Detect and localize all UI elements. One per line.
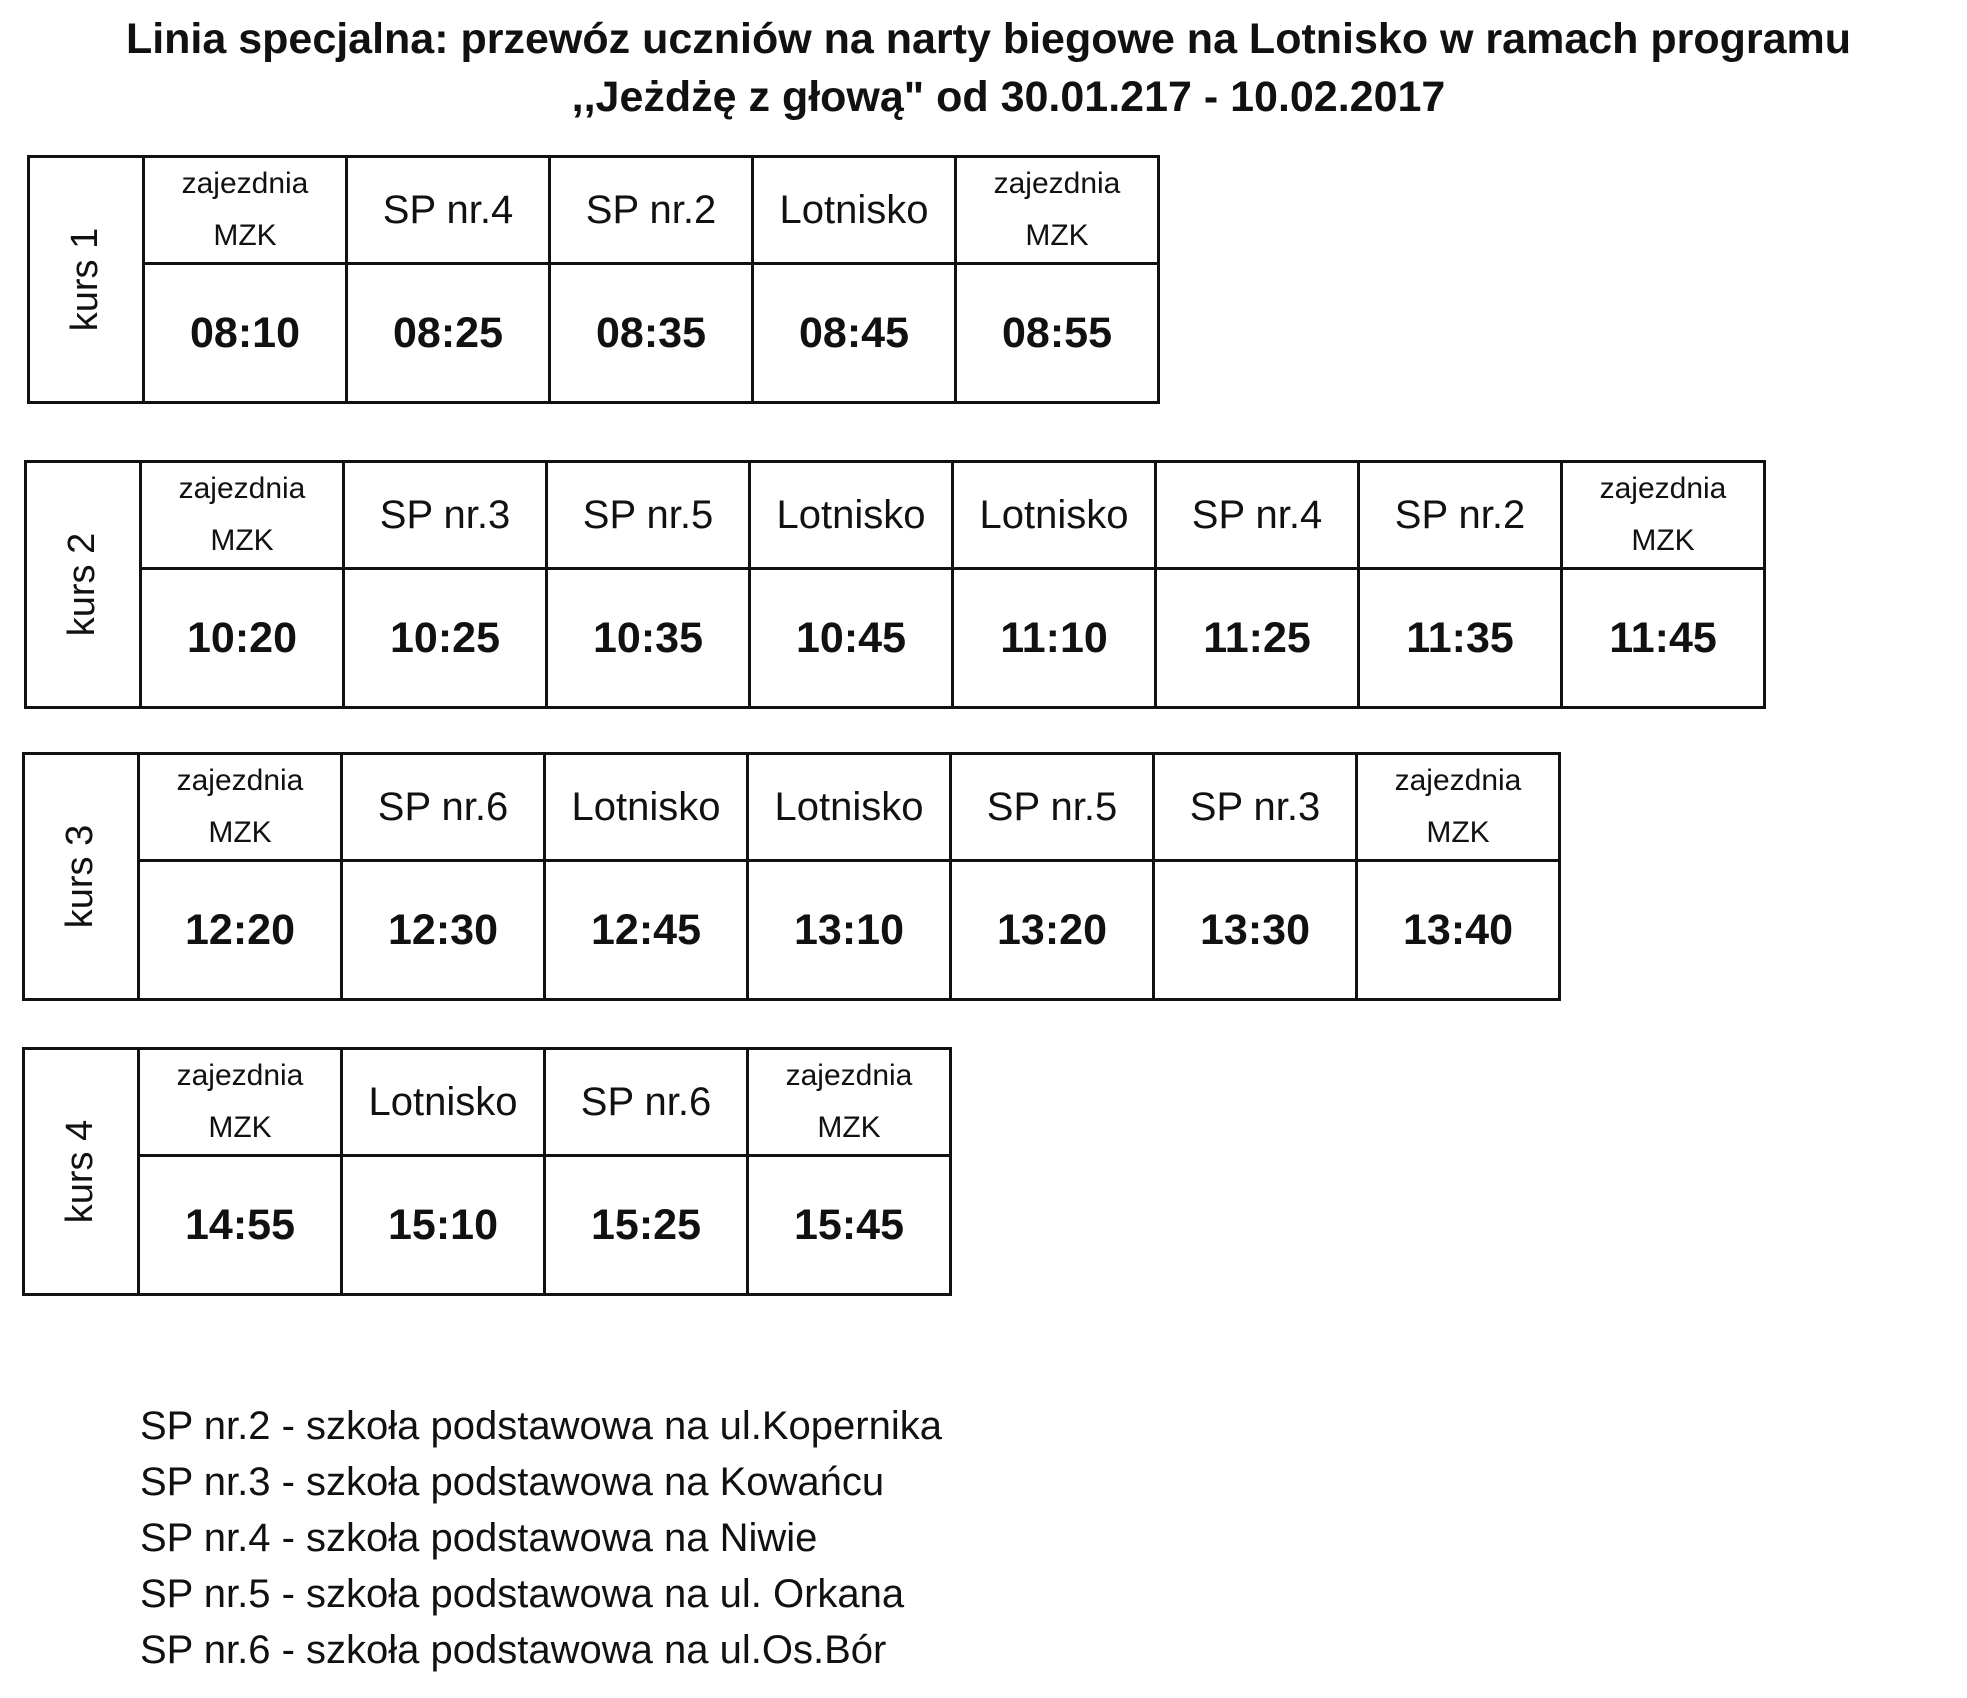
time-cell: 11:45	[1562, 569, 1765, 708]
time-cell: 10:45	[750, 569, 953, 708]
course-label-cell	[24, 1049, 139, 1295]
stop-name: SP nr.5	[582, 492, 714, 537]
course-label: kurs 1	[64, 227, 107, 332]
stop-name: Lotnisko	[779, 187, 929, 232]
stop-name: Lotnisko	[979, 492, 1129, 537]
stop-cell	[951, 754, 1154, 861]
stop-name: zajezdnia MZK	[1394, 764, 1522, 849]
stop-name: SP nr.4	[382, 187, 514, 232]
stop-name: Lotnisko	[368, 1079, 518, 1124]
stop-cell	[545, 754, 748, 861]
school-legend	[140, 1398, 942, 1678]
time-cell: 15:45	[748, 1156, 951, 1295]
time-cell: 08:10	[144, 264, 347, 403]
stop-name: SP nr.4	[1191, 492, 1323, 537]
stop-cell	[1154, 754, 1357, 861]
stop-cell	[545, 1049, 748, 1156]
stop-cell	[956, 157, 1159, 264]
stop-name: zajezdnia MZK	[176, 764, 304, 849]
time-cell: 13:30	[1154, 861, 1357, 1000]
stop-name: SP nr.2	[1394, 492, 1526, 537]
time-cell: 13:40	[1357, 861, 1560, 1000]
stop-cell	[547, 462, 750, 569]
stop-cell	[753, 157, 956, 264]
stop-cell	[748, 1049, 951, 1156]
time-cell: 10:25	[344, 569, 547, 708]
course-label: kurs 3	[59, 824, 102, 929]
stop-cell	[953, 462, 1156, 569]
stop-name: zajezdnia MZK	[176, 1059, 304, 1144]
time-cell: 11:35	[1359, 569, 1562, 708]
stops-row	[26, 462, 1765, 569]
course-label: kurs 2	[61, 532, 104, 637]
stop-cell	[144, 157, 347, 264]
time-cell: 10:35	[547, 569, 750, 708]
stop-cell	[1357, 754, 1560, 861]
stop-name: Lotnisko	[571, 784, 721, 829]
time-cell: 12:30	[342, 861, 545, 1000]
time-cell: 14:55	[139, 1156, 342, 1295]
schedule-table-kurs-2	[24, 460, 1766, 709]
stop-cell	[748, 754, 951, 861]
stop-cell	[347, 157, 550, 264]
legend-item: SP nr.6 - szkoła podstawowa na ul.Os.Bór	[140, 1628, 887, 1672]
times-row	[24, 1156, 951, 1295]
schedule-table-kurs-3	[22, 752, 1561, 1001]
stop-name: SP nr.2	[585, 187, 717, 232]
time-cell: 13:10	[748, 861, 951, 1000]
time-cell: 08:55	[956, 264, 1159, 403]
stop-cell	[139, 1049, 342, 1156]
course-label-cell	[29, 157, 144, 403]
schedule-table-kurs-1	[27, 155, 1160, 404]
legend-item: SP nr.3 - szkoła podstawowa na Kowańcu	[140, 1460, 885, 1504]
time-cell: 13:20	[951, 861, 1154, 1000]
stop-cell	[344, 462, 547, 569]
stops-row	[24, 1049, 951, 1156]
time-cell: 11:25	[1156, 569, 1359, 708]
legend-item: SP nr.5 - szkoła podstawowa na ul. Orkana	[140, 1572, 905, 1616]
time-cell: 08:35	[550, 264, 753, 403]
time-cell: 15:10	[342, 1156, 545, 1295]
legend-item: SP nr.2 - szkoła podstawowa na ul.Kopernika	[140, 1404, 942, 1448]
title-line-2: ,,Jeżdżę z głową" od 30.01.217 - 10.02.2017	[571, 73, 1446, 121]
stop-name: SP nr.6	[377, 784, 509, 829]
times-row	[29, 264, 1159, 403]
times-row	[26, 569, 1765, 708]
stops-row	[29, 157, 1159, 264]
stop-name: Lotnisko	[776, 492, 926, 537]
time-cell: 12:20	[139, 861, 342, 1000]
stop-cell	[1359, 462, 1562, 569]
course-label-cell	[26, 462, 141, 708]
course-label-cell	[24, 754, 139, 1000]
time-cell: 12:45	[545, 861, 748, 1000]
stop-cell	[141, 462, 344, 569]
title-line-1: Linia specjalna: przewóz uczniów na narty biegowe na Lotnisko w ramach programu	[125, 15, 1852, 63]
stop-name: zajezdnia MZK	[178, 472, 306, 557]
time-cell: 10:20	[141, 569, 344, 708]
stop-name: zajezdnia MZK	[1599, 472, 1727, 557]
schedule-table-kurs-4	[22, 1047, 952, 1296]
time-cell: 08:45	[753, 264, 956, 403]
stop-cell	[550, 157, 753, 264]
stops-row	[24, 754, 1560, 861]
stop-name: zajezdnia MZK	[181, 167, 309, 252]
page-title	[0, 10, 1967, 126]
stop-cell	[342, 754, 545, 861]
time-cell: 11:10	[953, 569, 1156, 708]
stop-name: SP nr.3	[379, 492, 511, 537]
times-row	[24, 861, 1560, 1000]
course-label: kurs 4	[59, 1119, 102, 1224]
stop-name: SP nr.6	[580, 1079, 712, 1124]
stop-name: zajezdnia MZK	[785, 1059, 913, 1144]
legend-item: SP nr.4 - szkoła podstawowa na Niwie	[140, 1516, 818, 1560]
stop-name: Lotnisko	[774, 784, 924, 829]
stop-name: SP nr.5	[986, 784, 1118, 829]
stop-cell	[750, 462, 953, 569]
stop-name: SP nr.3	[1189, 784, 1321, 829]
stop-name: zajezdnia MZK	[993, 167, 1121, 252]
stop-cell	[342, 1049, 545, 1156]
time-cell: 15:25	[545, 1156, 748, 1295]
time-cell: 08:25	[347, 264, 550, 403]
stop-cell	[1562, 462, 1765, 569]
stop-cell	[139, 754, 342, 861]
stop-cell	[1156, 462, 1359, 569]
